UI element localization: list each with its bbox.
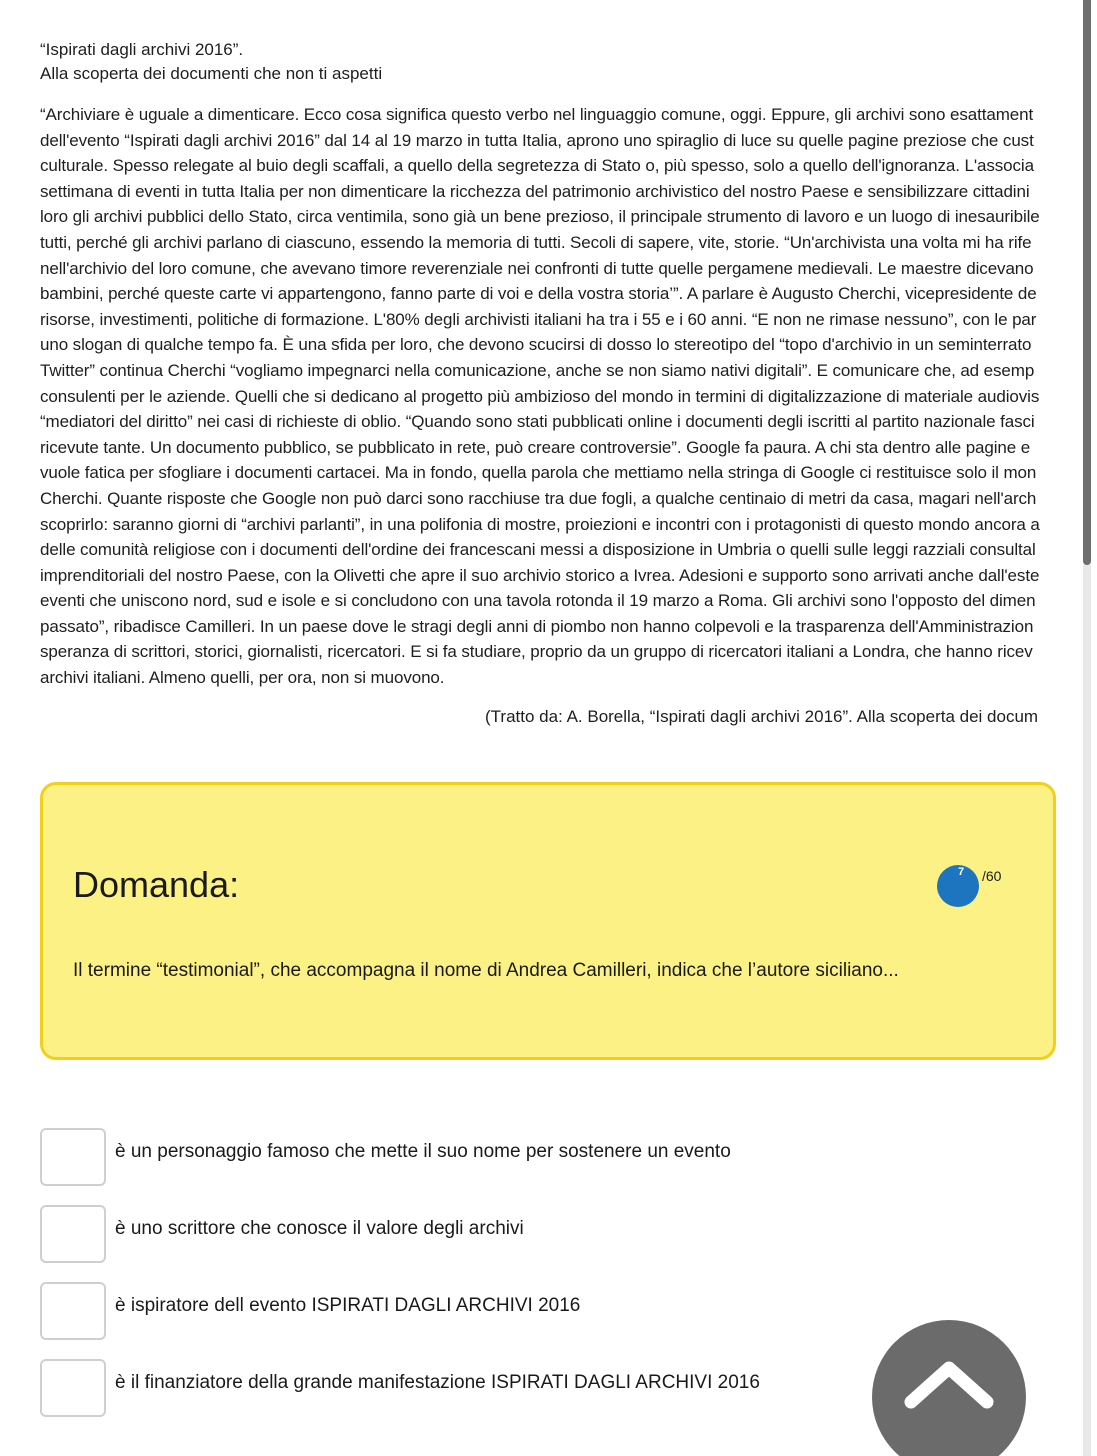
question-number-badge [937, 865, 979, 907]
answer-option[interactable] [40, 1205, 940, 1267]
article-line: vuole fatica per sfogliare i documenti cartacei. Ma in fondo, quella parola che mettiamo nella stringa di Google ci restituisce solo il mon [40, 463, 1037, 483]
article-line: “Archiviare è uguale a dimenticare. Ecco cosa significa questo verbo nel linguaggio comune, oggi. Eppure, gli archivi sono esattament [40, 105, 1034, 124]
article-subtitle: Alla scoperta dei documenti che non ti aspetti [40, 64, 383, 83]
article-line: “mediatori del diritto” nei casi di richieste di oblio. “Quando sono stati pubblicati online i documenti degli iscritti al partito nazionale fasci [40, 412, 1035, 432]
scroll-to-top-button[interactable] [872, 1320, 1026, 1456]
answer-checkbox[interactable] [40, 1359, 106, 1417]
article-line: delle comunità religiose con i documenti dell'ordine dei francescani messi a disposizione in Umbria o quelli sulle leggi razziali consultal [40, 540, 1036, 560]
chevron-up-icon [872, 1320, 1026, 1456]
article-line: Twitter” continua Cherchi “vogliamo impegnarci nella comunicazione, anche se non siamo nativi digitali”. E comunicare che, ad esemp [40, 360, 1035, 380]
article-line: imprenditoriali del nostro Paese, con la Olivetti che apre il suo archivio storico a Ivrea. Adesioni e supporto sono arrivati anche dall'este [40, 565, 1040, 585]
article-line: culturale. Spesso relegate al buio degli scaffali, a quello della segretezza di Stato o, più spesso, solo a quello dell'ignoranza. L'associa [40, 156, 1034, 176]
answer-checkbox[interactable] [40, 1282, 106, 1340]
article-line: nell'archivio del loro comune, che avevano timore reverenziale nei confronti di tutte quelle pergamene medievali. Le maestre dicevano [40, 258, 1034, 278]
answer-options [40, 1128, 940, 1436]
article-line: Cherchi. Quante risposte che Google non può darci sono racchiuse tra due fogli, a qualche centinaio di metri da casa, magari nell'arch [40, 488, 1037, 508]
article-source: (Tratto da: A. Borella, “Ispirati dagli archivi 2016”. Alla scoperta dei docum [485, 707, 1039, 726]
article-line: risorse, investimenti, politiche di formazione. L'80% degli archivisti italiani ha tra i 55 e i 60 anni. “E non ne rimase nessuno”, con le par [40, 309, 1037, 329]
question-number: 7 [957, 866, 965, 878]
article-line: uno slogan di qualche tempo fa. È una sfida per loro, che devono scucirsi di dosso lo stereotipo del “topo d'archivio in un seminterrato [40, 335, 1032, 355]
answer-label[interactable]: è un personaggio famoso che mette il suo nome per sostenere un evento [115, 1141, 731, 1162]
article-line: dell'evento “Ispirati dagli archivi 2016” dal 14 al 19 marzo in tutta Italia, aprono uno spiraglio di luce su quelle pagine preziose che cust [40, 130, 1034, 150]
article-line: loro gli archivi pubblici dello Stato, circa ventimila, sono già un bene prezioso, il principale strumento di lavoro e un luogo di inesauribile [40, 207, 1040, 227]
question-total: /60 [982, 868, 1002, 884]
article-line: archivi italiani. Almeno quelli, per ora, non si muovono. [40, 668, 445, 688]
article-line: tutti, perché gli archivi parlano di ciascuno, essendo la memoria di tutti. Secoli di sapere, vite, storie. “Un'archivista una volta mi ha rife [40, 232, 1032, 252]
answer-label[interactable]: è uno scrittore che conosce il valore degli archivi [115, 1218, 524, 1239]
question-heading: Domanda: [73, 864, 240, 905]
article-line: ricevute tante. Un documento pubblico, se pubblicato in rete, può creare controversie”. Google fa paura. A chi sta dentro alle pagine e [40, 437, 1031, 457]
answer-checkbox[interactable] [40, 1205, 106, 1263]
article-body [40, 102, 1097, 691]
article-line: scoprirlo: saranno giorni di “archivi parlanti”, in una polifonia di mostre, proiezioni e incontri con i protagonisti di questo mondo ancora a [40, 514, 1040, 534]
answer-option[interactable] [40, 1359, 940, 1421]
answer-option[interactable] [40, 1282, 940, 1344]
article-line: eventi che uniscono nord, sud e isole e si concludono con una tavola rotonda il 19 marzo a Roma. Gli archivi sono l'opposto del dimen [40, 591, 1036, 611]
answer-checkbox[interactable] [40, 1128, 106, 1186]
article-line: settimana di eventi in tutta Italia per non dimenticare la ricchezza del patrimonio archivistico del nostro Paese e sensibilizzare cittadini [40, 181, 1030, 201]
article [40, 38, 1097, 691]
question-text: Il termine “testimonial”, che accompagna il nome di Andrea Camilleri, indica che l’autore siciliano... [73, 960, 899, 981]
article-line: consulenti per le aziende. Quelli che si dedicano al progetto più ambizioso del mondo in termini di digitalizzazione di materiale audiovis [40, 386, 1040, 406]
article-title: “Ispirati dagli archivi 2016”. [40, 40, 244, 59]
answer-label[interactable]: è il finanziatore della grande manifestazione ISPIRATI DAGLI ARCHIVI 2016 [115, 1372, 760, 1393]
question-box [40, 782, 1056, 1060]
article-line: bambini, perché queste carte vi appartengono, fanno parte di voi e della vostra storia’”. A parlare è Augusto Cherchi, vicepresidente de [40, 284, 1037, 304]
article-line: passato”, ribadisce Camilleri. In un paese dove le stragi degli anni di piombo non hanno colpevoli e la trasparenza dell'Amministrazion [40, 616, 1034, 636]
article-line: speranza di scrittori, storici, giornalisti, ricercatori. E si fa studiare, proprio da un gruppo di ricercatori italiani a Londra, che hanno ricev [40, 642, 1033, 662]
answer-label[interactable]: è ispiratore dell evento ISPIRATI DAGLI ARCHIVI 2016 [115, 1295, 581, 1316]
answer-option[interactable] [40, 1128, 940, 1190]
